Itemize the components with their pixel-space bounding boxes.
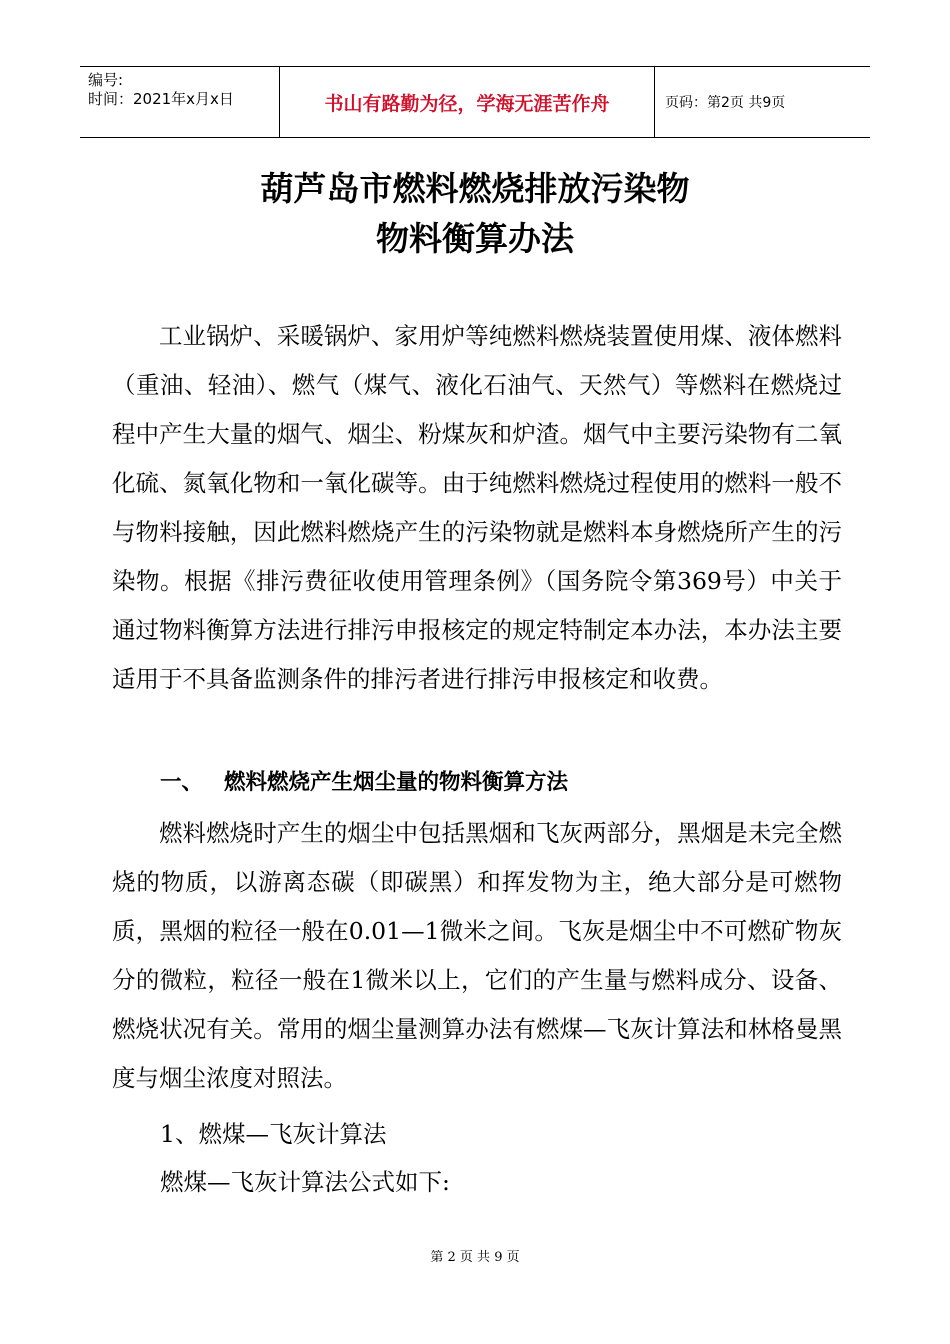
formula-intro: 燃煤—飞灰计算法公式如下: xyxy=(160,1168,450,1196)
document-time-label: 时间：2021年x月x日 xyxy=(88,90,234,108)
section-heading-1 xyxy=(160,758,568,807)
page-footer: 第 2 页 共 9 页 xyxy=(430,1250,520,1265)
section-number: 一、 xyxy=(160,770,204,795)
document-title-line-1: 葫芦岛市燃料燃烧排放污染物 xyxy=(260,169,690,208)
header-meta-cell xyxy=(80,67,280,137)
document-code-label: 编号: xyxy=(88,71,124,89)
header-motto: 书山有路勤为径，学海无涯苦作舟 xyxy=(280,67,655,137)
page-header xyxy=(80,66,870,138)
subsection-heading-1: 1、燃煤—飞灰计算法 xyxy=(160,1120,387,1148)
header-page-info: 页码：第2页 共9页 xyxy=(665,95,786,111)
section-1-paragraph: 燃料燃烧时产生的烟尘中包括黑烟和飞灰两部分，黑烟是未完全燃烧的物质，以游离态碳（即碳黑）和挥发物为主，绝大部分是可燃物质，黑烟的粒径一般在0.01—1微米之间。飞灰是烟尘中不可燃矿物灰分的微粒，粒径一般在1微米以上，它们的产生量与燃料成分、设备、燃烧状况有关。常用的烟尘量测算办法有燃煤—飞灰计算法和林格曼黑度与烟尘浓度对照法。 xyxy=(112,819,842,1092)
document-title-line-2: 物料衡算办法 xyxy=(376,219,574,258)
section-title: 燃料燃烧产生烟尘量的物料衡算方法 xyxy=(224,770,569,795)
intro-paragraph: 工业锅炉、采暖锅炉、家用炉等纯燃料燃烧装置使用煤、液体燃料（重油、轻油）、燃气（煤气、液化石油气、天然气）等燃料在燃烧过程中产生大量的烟气、烟尘、粉煤灰和炉渣。烟气中主要污染物有二氧化硫、氮氧化物和一氧化碳等。由于纯燃料燃烧过程使用的燃料一般不与物料接触，因此燃料燃烧产生的污染物就是燃料本身燃烧所产生的污染物。根据《排污费征收使用管理条例》（国务院令第369号）中关于通过物料衡算方法进行排污申报核定的规定特制定本办法，本办法主要适用于不具备监测条件的排污者进行排污申报核定和收费。 xyxy=(112,322,842,693)
